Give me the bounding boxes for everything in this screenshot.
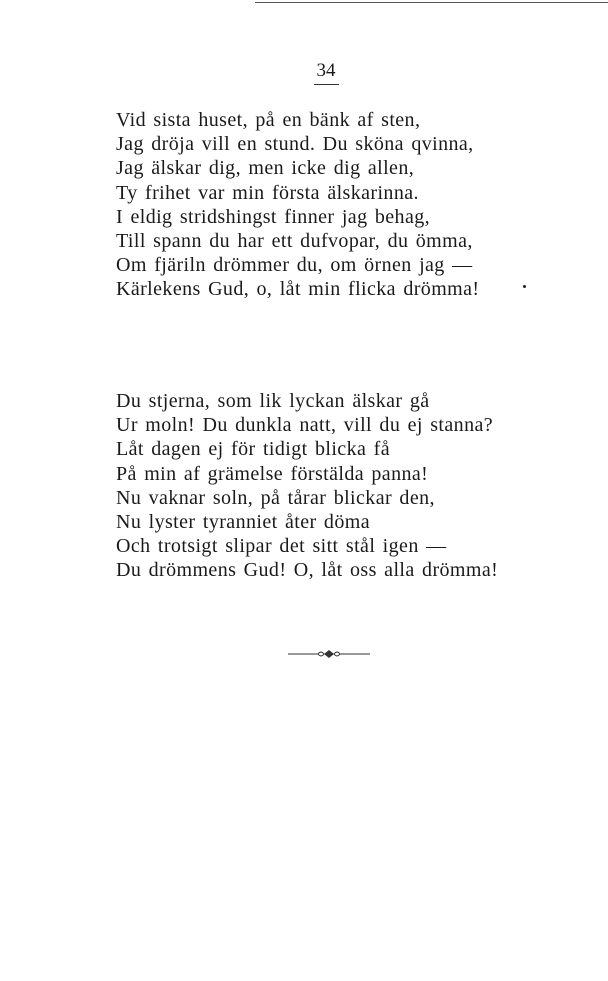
poem-line: Ty frihet var min första älskarinna. xyxy=(116,181,419,204)
poem-line: I eldig stridshingst finner jag behag, xyxy=(116,205,431,228)
print-speck xyxy=(523,285,526,288)
page-number-text: 34 xyxy=(314,60,339,85)
poem-line: Du drömmens Gud! O, låt oss alla drömma! xyxy=(116,559,499,582)
poem-line: Nu vaknar soln, på tårar blickar den, xyxy=(116,486,435,509)
poem-line: Till spann du har ett dufvopar, du ömma, xyxy=(116,230,473,253)
poem-stanza-2 xyxy=(116,389,556,583)
poem-line: Nu lyster tyranniet åter döma xyxy=(116,511,370,534)
poem-stanza-1 xyxy=(116,108,556,302)
top-edge-rule xyxy=(255,2,608,3)
poem-line: Kärlekens Gud, o, låt min flicka drömma! xyxy=(116,278,480,301)
page-number xyxy=(0,60,608,85)
poem-line: Om fjäriln drömmer du, om örnen jag — xyxy=(116,254,473,277)
end-ornament-icon xyxy=(288,647,370,661)
poem-line: På min af grämelse förstälda panna! xyxy=(116,462,429,485)
poem-line: Jag dröja vill en stund. Du sköna qvinna, xyxy=(116,133,474,156)
poem-line: Och trotsigt slipar det sitt stål igen — xyxy=(116,535,447,558)
poem-line: Vid sista huset, på en bänk af sten, xyxy=(116,109,421,131)
poem-line: Jag älskar dig, men icke dig allen, xyxy=(116,157,415,180)
poem-line: Ur moln! Du dunkla natt, vill du ej stanna? xyxy=(116,414,494,437)
poem-line: Du stjerna, som lik lyckan älskar gå xyxy=(116,390,430,412)
poem-line: Låt dagen ej för tidigt blicka få xyxy=(116,438,390,461)
